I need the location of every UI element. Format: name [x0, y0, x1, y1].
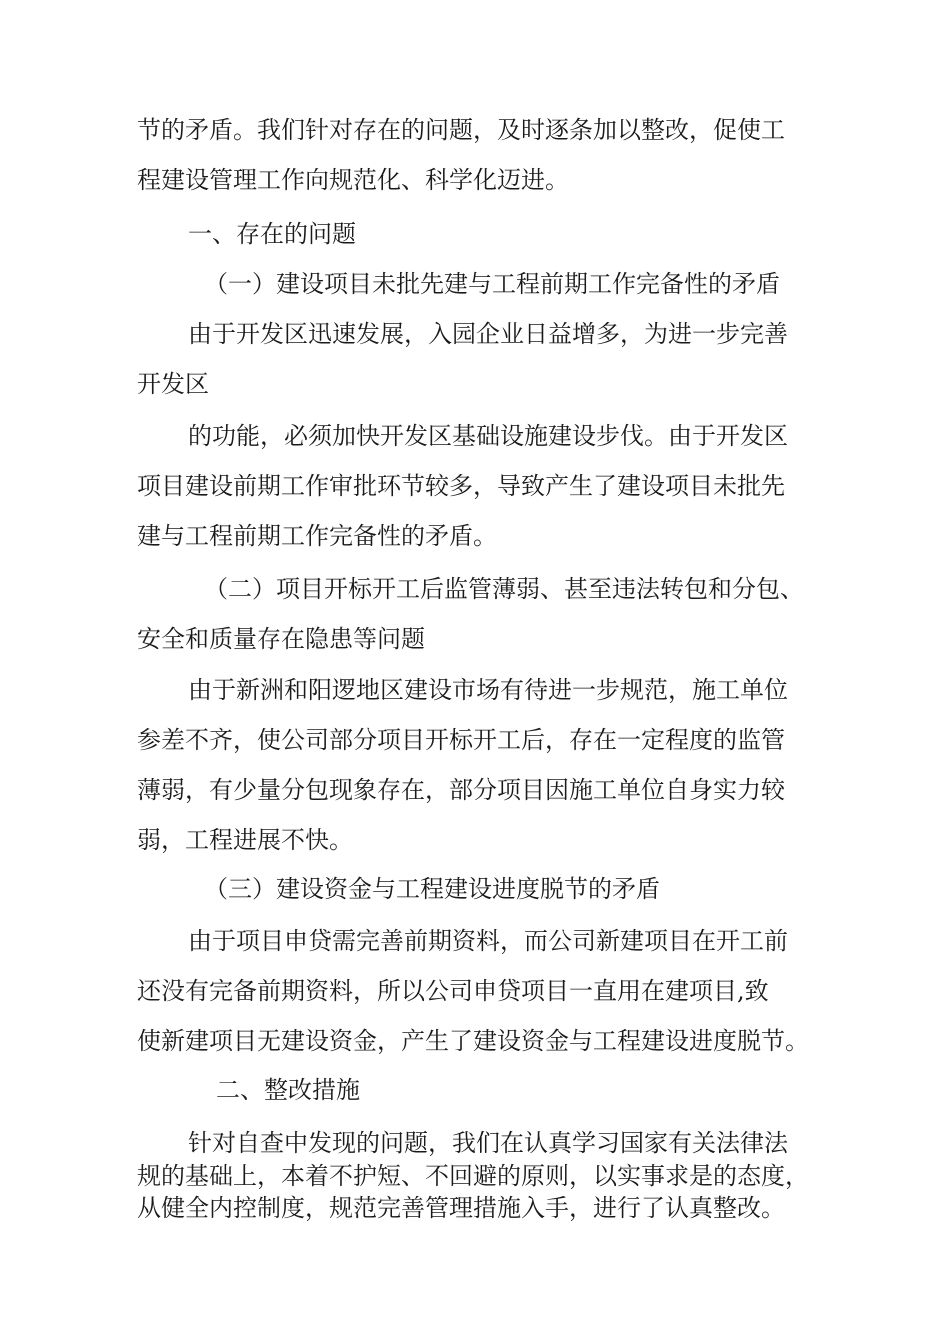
body-text-line: 项目建设前期工作审批环节较多，导致产生了建设项目未批先: [137, 472, 785, 500]
body-text-line: 由于项目申贷需完善前期资料，而公司新建项目在开工前: [188, 927, 788, 955]
body-text-line: 建与工程前期工作完备性的矛盾。: [137, 522, 497, 550]
body-text-line: 节的矛盾。我们针对存在的问题，及时逐条加以整改，促使工: [137, 116, 785, 144]
body-text-line: 弱，工程进展不快。: [137, 826, 353, 854]
body-text-line: 规的基础上，本着不护短、不回避的原则，以实事求是的态度，: [137, 1162, 809, 1190]
body-text-line: 薄弱，有少量分包现象存在，部分项目因施工单位自身实力较: [137, 776, 785, 804]
body-text-line: 由于新洲和阳逻地区建设市场有待进一步规范，施工单位: [188, 676, 788, 704]
subsection-heading-continued: 安全和质量存在隐患等问题: [137, 625, 425, 653]
body-text-line: 由于开发区迅速发展，入园企业日益增多，为进一步完善: [188, 320, 788, 348]
body-text-line: 的功能，必须加快开发区基础设施建设步伐。由于开发区: [188, 422, 788, 450]
body-text-line: 针对自查中发现的问题，我们在认真学习国家有关法律法: [188, 1129, 788, 1157]
subsection-heading: （三）建设资金与工程建设进度脱节的矛盾: [204, 875, 660, 903]
body-text-line: 开发区: [137, 370, 209, 398]
body-text-line: 参差不齐，使公司部分项目开标开工后，存在一定程度的监管: [137, 726, 785, 754]
body-text-line: 程建设管理工作向规范化、科学化迈进。: [137, 166, 569, 194]
section-heading: 二、整改措施: [216, 1076, 360, 1104]
subsection-heading: （一）建设项目未批先建与工程前期工作完备性的矛盾: [204, 270, 780, 298]
body-text-line: 还没有完备前期资料，所以公司申贷项目一直用在建项目,致: [137, 977, 769, 1005]
subsection-heading: （二）项目开标开工后监管薄弱、甚至违法转包和分包、: [204, 575, 804, 603]
body-text-line: 使新建项目无建设资金，产生了建设资金与工程建设进度脱节。: [137, 1027, 809, 1055]
body-text-line: 从健全内控制度，规范完善管理措施入手，进行了认真整改。: [137, 1194, 785, 1222]
section-heading: 一、存在的问题: [188, 220, 356, 248]
